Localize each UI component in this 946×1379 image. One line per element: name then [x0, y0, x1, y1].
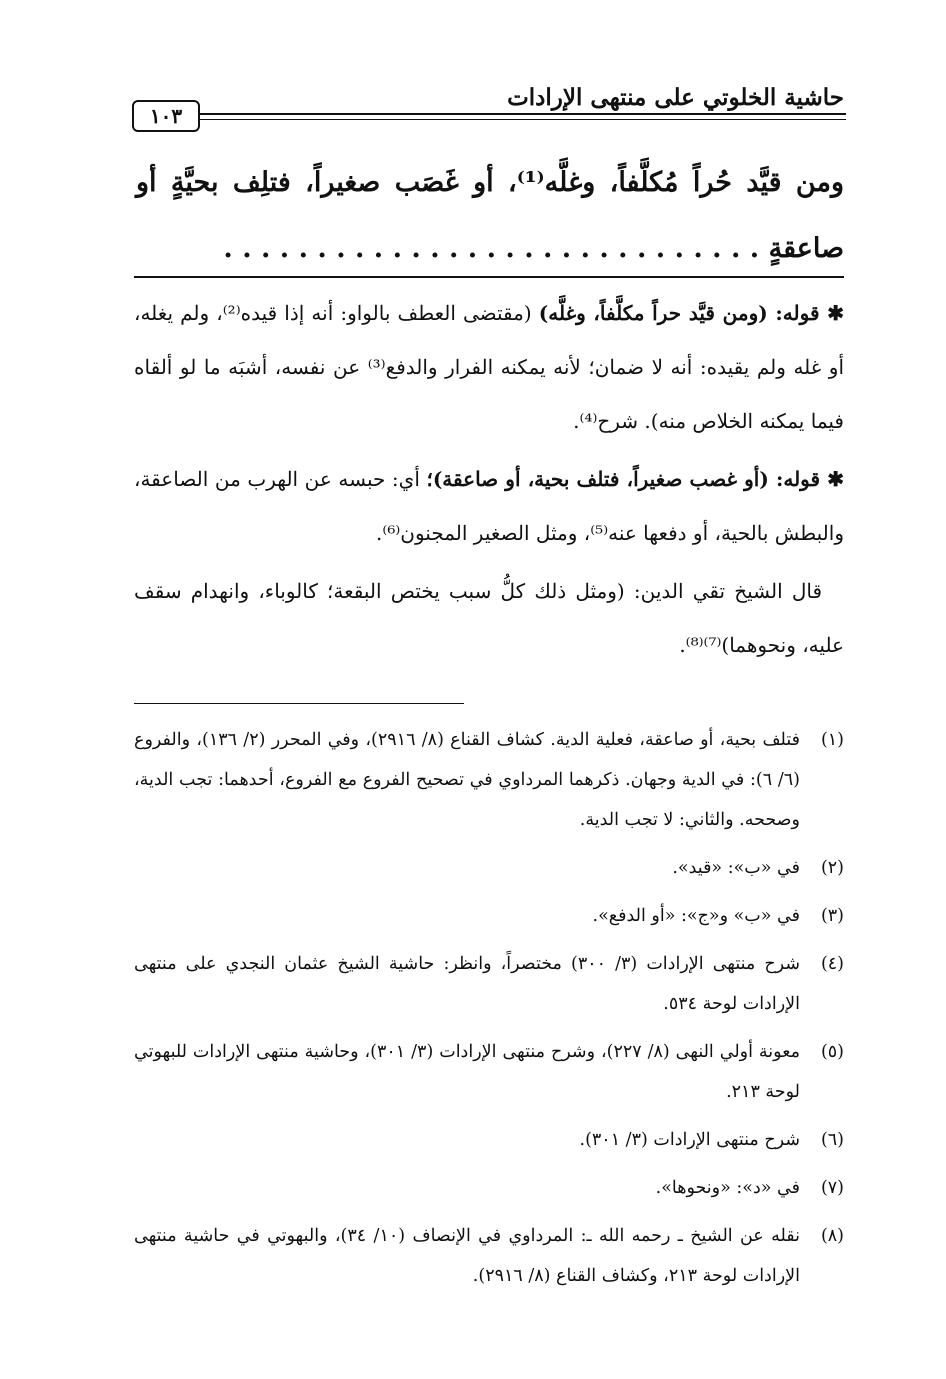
commentary-body-3: قال الشيخ تقي الدين: (ومثل ذلك كلُّ سبب يختص البقعة؛ كالوباء، وانهدام سقف عليه، ونحوهما)⁽⁷⁾⁽⁸⁾.: [134, 579, 844, 657]
main-text: [136, 150, 844, 282]
commentary: [134, 286, 844, 676]
footnote: [134, 1120, 844, 1160]
commentary-paragraph-1: [134, 286, 844, 448]
footnote-text: في «ب» و«ج»: «أو الدفع».: [592, 906, 800, 926]
commentary-paragraph-3: [134, 564, 844, 672]
footnote-number: (٢): [820, 858, 844, 878]
commentary-lead-1: قوله: (ومن قيَّد حراً مكلَّفاً، وغلَّه): [538, 301, 820, 325]
commentary-body-2: أي: حبسه عن الهرب من الصاعقة، والبطش بالحية، أو دفعها عنه⁽⁵⁾، ومثل الصغير المجنون⁽⁶⁾.: [134, 467, 844, 545]
footnote: [134, 1168, 844, 1208]
header-rule-thin: [200, 119, 846, 120]
star-marker-icon: ✱: [819, 301, 844, 325]
footnote-text: شرح منتهى الإرادات (٣/ ٣٠١).: [579, 1130, 800, 1150]
footnote-number: (٦): [820, 1130, 844, 1150]
footnote: [134, 944, 844, 1024]
main-text-divider: [134, 276, 844, 278]
commentary-body-1: (مقتضى العطف بالواو: أنه إذا قيده⁽²⁾، ولم يغله، أو غله ولم يقيده: أنه لا ضمان؛ لأنه يمكنه الفرار والدفع⁽³⁾ عن نفسه، أشبَه ما لو ألقاه فيما يمكنه الخلاص منه). شرح⁽⁴⁾.: [134, 301, 845, 433]
footnote-text: فتلف بحية، أو صاعقة، فعلية الدية. كشاف القناع (٨/ ٢٩١٦)، وفي المحرر (٢/ ١٣٦)، والفروع (٦/ ٦): في الدية وجهان. ذكرهما المرداوي في تصحيح الفروع مع الفروع، أحدهما: تجب الدية، وصححه. والثاني: لا تجب الدية.: [134, 730, 800, 830]
footnote: [134, 896, 844, 936]
footnote-number: (٥): [820, 1042, 844, 1062]
footnote: [134, 720, 844, 840]
footnote-number: (٧): [820, 1178, 844, 1198]
footnote-number: (٨): [820, 1226, 844, 1246]
page-number: ١٠٣: [132, 100, 200, 132]
footnote-number: (٤): [820, 954, 844, 974]
footnote-text: شرح منتهى الإرادات (٣/ ٣٠٠) مختصراً، وانظر: حاشية الشيخ عثمان النجدي على منتهى الإرادات لوحة ٥٣٤.: [134, 954, 800, 1014]
star-marker-icon: ✱: [820, 467, 845, 491]
footnote-number: (١): [820, 730, 844, 750]
commentary-lead-2: قوله: (أو غصب صغيراً، فتلف بحية، أو صاعقة)؛: [426, 467, 821, 491]
footnote-text: معونة أولي النهى (٨/ ٢٢٧)، وشرح منتهى الإرادات (٣/ ٣٠١)، وحاشية منتهى الإرادات للبهوتي لوحة ٢١٣.: [134, 1042, 801, 1102]
footnote: [134, 848, 844, 888]
footnote: [134, 1216, 844, 1296]
footnotes: [134, 720, 844, 1304]
footnote-text: نقله عن الشيخ ـ رحمه الله ـ: المرداوي في الإنصاف (١٠/ ٣٤)، والبهوتي في حاشية منتهى الإرادات لوحة ٢١٣، وكشاف القناع (٨/ ٢٩١٦).: [134, 1226, 801, 1286]
footnote: [134, 1032, 844, 1112]
footnote-number: (٣): [820, 906, 844, 926]
footnote-divider: [134, 703, 464, 704]
footnote-text: في «د»: «ونحوها».: [655, 1178, 800, 1198]
commentary-paragraph-2: [134, 452, 844, 560]
main-text-body: ومن قيَّد حُراً مُكلَّفاً، وغلَّه⁽¹⁾، أو غَصَب صغيراً، فتلِف بحيَّةٍ أو صاعقةٍ: [136, 167, 844, 264]
main-text-dots: . . . . . . . . . . . . . . . . . . . . . . . . . . . . .: [223, 233, 760, 264]
footnote-text: في «ب»: «قيد».: [672, 858, 800, 878]
running-header-title: حاشية الخلوتي على منتهى الإرادات: [507, 84, 844, 111]
header-rule: [200, 113, 846, 115]
